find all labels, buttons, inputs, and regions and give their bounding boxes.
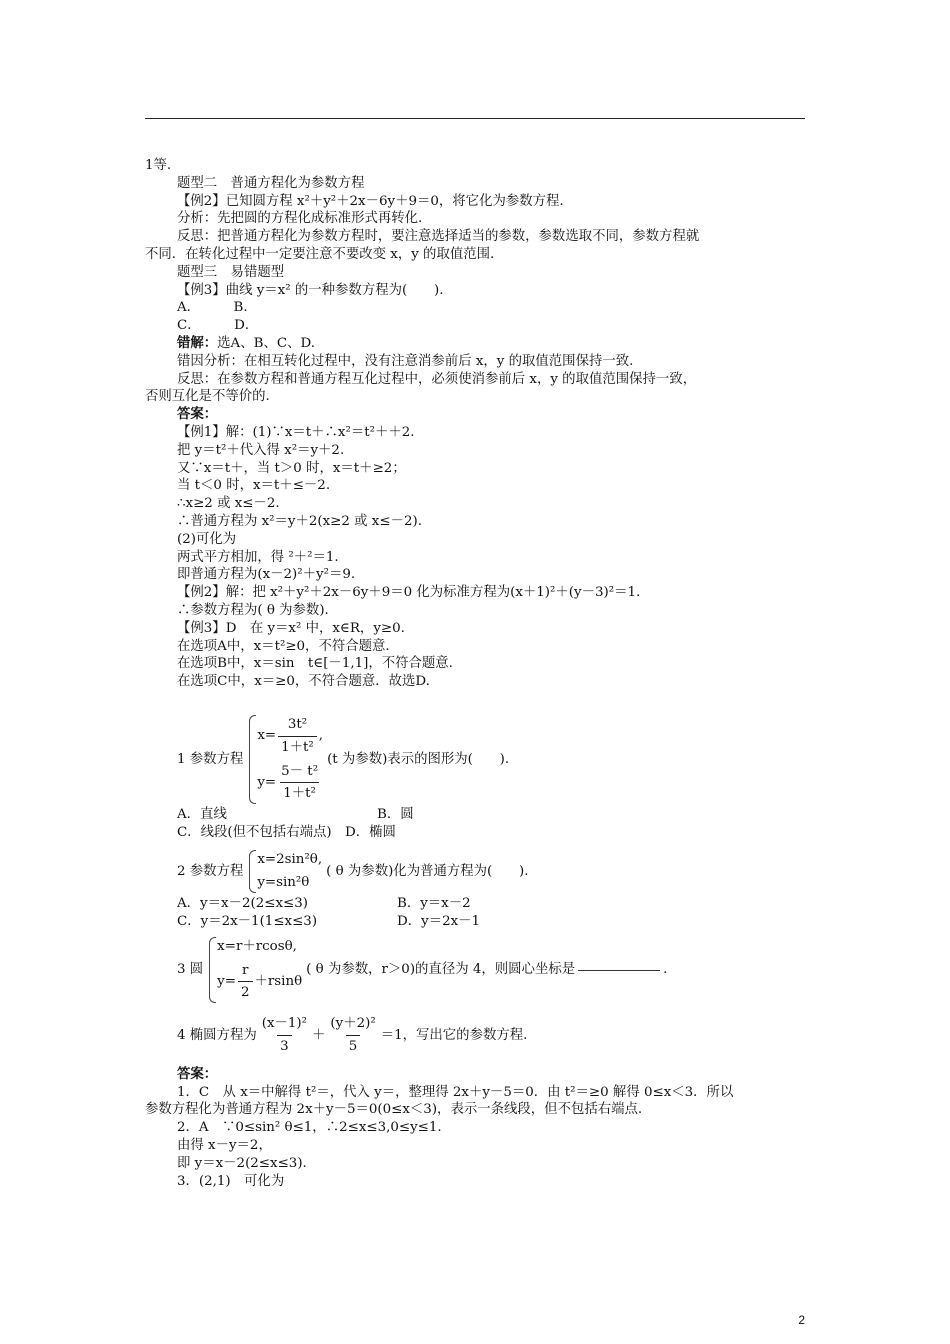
text-line: 反思：在参数方程和普通方程互化过程中，必须使消参前后 x，y 的取值范围保持一致， <box>177 371 697 387</box>
answer-blank <box>578 970 660 971</box>
document-body <box>145 157 810 1190</box>
exercise-1 <box>145 713 810 806</box>
page-number: 2 <box>798 1313 805 1327</box>
section-heading: 题型三 易错题型 <box>177 264 285 280</box>
text-line: 把 y＝t²＋代入得 x²＝y＋2. <box>177 442 345 458</box>
option-line: C．y＝2x－1(1≤x≤3) D．y＝2x－1 <box>177 914 481 930</box>
text-line: 否则互化是不等价的. <box>145 389 270 405</box>
text-line: 1．C 从 x＝中解得 t²＝，代入 y＝，整理得 2x＋y－5＝0．由 t²＝≥0 解得 0≤x＜3．所以 <box>177 1084 734 1100</box>
text-line: 由得 x－y＝2， <box>177 1138 272 1154</box>
text-line: ∴参数方程为( θ 为参数). <box>177 602 329 618</box>
text-line: 分析：先把圆的方程化成标准形式再转化. <box>177 211 423 227</box>
text-line: 【例1】解：(1)∵x＝t＋∴x²＝t²＋＋2. <box>177 424 415 440</box>
text-line: 【例2】解：把 x²＋y²＋2x－6y＋9＝0 化为标准方程为(x＋1)²＋(y－3)²＝1. <box>177 585 641 601</box>
option-line: C．线段(但不包括右端点) D．椭圆 <box>177 824 396 840</box>
exercise-3: 3 圆 x=r＋rcosθ, y= $\frac{r}{2}$ ＋rsinθ ( θ 为参数，r＞0)的直径为 4，则圆心坐标是 . <box>145 935 810 1005</box>
fraction: $\frac{\text{(y＋2)²}}{5}$ <box>330 1016 376 1055</box>
fraction: $\frac{\text{(x－1)²}}{3}$ <box>261 1016 308 1055</box>
fraction: $\frac{\text{5－ t²}}{\text{1＋t²}}$ <box>281 763 319 802</box>
fraction: $\frac{r}{2}$ <box>238 962 253 1003</box>
text-line <box>145 335 810 353</box>
exercise-1-suffix: (t 为参数)表示的图形为( ). <box>327 751 510 767</box>
answer-heading: 答案： <box>177 406 218 423</box>
option-line: A．直线 B．圆 <box>177 807 414 823</box>
text-line: 【例3】曲线 y＝x² 的一种参数方程为( ). <box>177 282 444 298</box>
text-line: 在选项C中，x＝≥0，不符合题意．故选D. <box>177 674 430 690</box>
wrong-solution-label: 错解： <box>177 334 218 351</box>
text-line: ∴普通方程为 x²＝y＋2(x≥2 或 x≤－2). <box>177 513 422 529</box>
text-line: 即普通方程为(x－2)²＋y²＝9. <box>177 567 356 583</box>
text-line: 在选项A中，x＝t²≥0，不符合题意. <box>177 638 390 654</box>
equation-y: y= $\frac{\text{5－ t²}}{\text{1＋t²}}$ <box>257 760 323 807</box>
text-line: 当 t＜0 时，x＝t＋≤－2. <box>177 478 331 494</box>
exercise-1-prefix: 1 参数方程 <box>177 751 244 767</box>
text-line: 【例2】已知圆方程 x²＋y²＋2x－6y＋9＝0，将它化为参数方程. <box>177 193 564 209</box>
equation-x: x= $\frac{\text{3t²}}{\text{1＋t²}}$ , <box>257 716 324 755</box>
option-line: A． B． <box>177 300 257 316</box>
text-line: 即 y＝x－2(2≤x≤3). <box>177 1155 307 1171</box>
text-line: 2．A ∵0≤sin² θ≤1，∴2≤x≤3,0≤y≤1. <box>177 1120 442 1136</box>
text-line: ∴x≥2 或 x≤－2. <box>177 496 280 512</box>
equation-system: x=2sin²θ, y=sin²θ <box>247 848 322 896</box>
exercise-2: 2 参数方程 x=2sin²θ, y=sin²θ ( θ 为参数)化为普通方程为( ). <box>145 848 810 896</box>
header-rule <box>145 118 805 119</box>
text-line: 参数方程化为普通方程为 2x＋y－5＝0(0≤x＜3)，表示一条线段，但不包括右端点. <box>145 1102 643 1118</box>
option-line: C． D． <box>177 318 259 334</box>
text-line: 1等. <box>145 158 172 173</box>
text-line: (2)可化为 <box>177 531 237 547</box>
fraction: $\frac{\text{3t²}}{\text{1＋t²}}$ <box>278 716 317 757</box>
equation-system <box>247 713 323 806</box>
text-line: 3．(2,1) 可化为 <box>177 1173 285 1189</box>
answer-heading: 答案： <box>177 1065 218 1082</box>
wrong-solution-text: 选A、B、C、D. <box>217 335 316 351</box>
text-line: 在选项B中，x＝sin t∈[－1,1]，不符合题意. <box>177 656 453 672</box>
text-line: 反思：把普通方程化为参数方程时，要注意选择适当的参数，参数选取不同，参数方程就 <box>177 229 700 245</box>
exercise-4: 4 椭圆方程为 $\frac{\text{(x－1)²}}{3}$ ＋ $\frac{\text{(y＋2)²}}{5}$ ＝1，写出它的参数方程. <box>177 1016 528 1055</box>
text-line: 不同．在转化过程中一定要注意不要改变 x，y 的取值范围. <box>145 246 495 262</box>
equation-system: x=r＋rcosθ, y= $\frac{r}{2}$ ＋rsinθ <box>207 935 302 1005</box>
text-line: 又∵x＝t＋，当 t＞0 时，x＝t＋≥2； <box>177 460 406 476</box>
text-line: 两式平方相加，得 ²＋²＝1. <box>177 549 339 565</box>
text-line: 【例3】D 在 y＝x² 中，x∈R，y≥0. <box>177 620 405 636</box>
option-line: A．y＝x－2(2≤x≤3) B．y＝x－2 <box>177 896 471 912</box>
section-heading: 题型二 普通方程化为参数方程 <box>177 175 365 191</box>
text-line: 错因分析：在相互转化过程中，没有注意消参前后 x，y 的取值范围保持一致. <box>177 353 634 369</box>
